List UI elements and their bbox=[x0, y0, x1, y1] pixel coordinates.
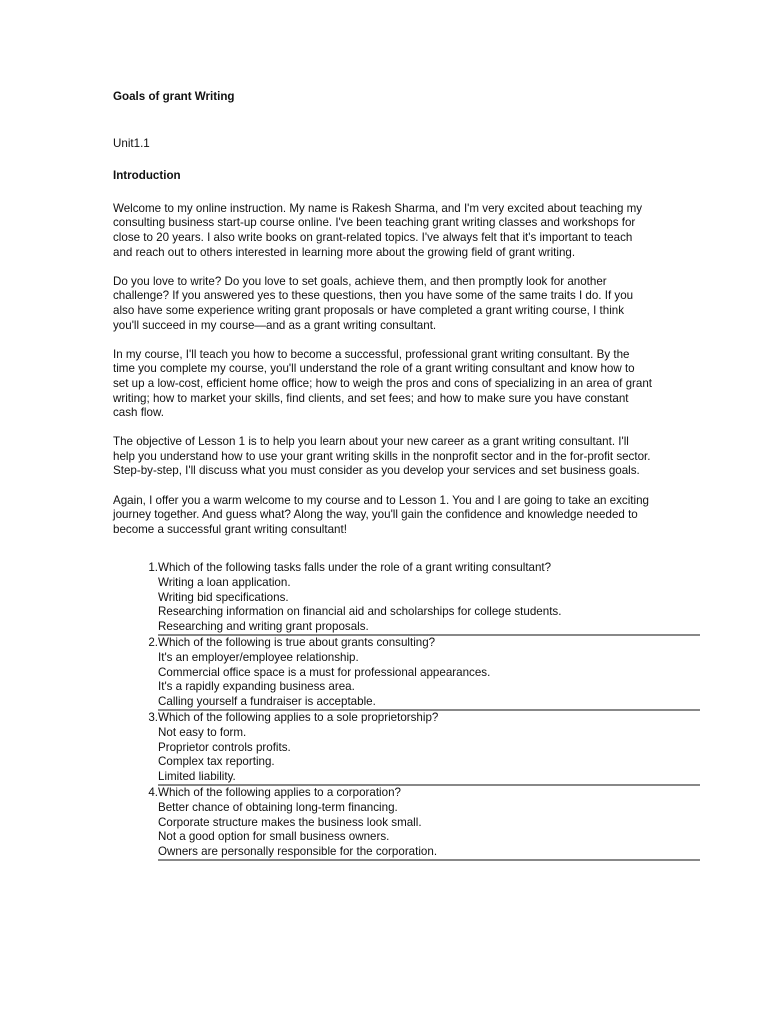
answer-option: Not easy to form. bbox=[158, 725, 247, 739]
section-heading: Introduction bbox=[113, 169, 181, 183]
answer-option: Better chance of obtaining long-term financing. bbox=[158, 800, 398, 814]
answer-option: Owners are personally responsible for the corporation. bbox=[158, 844, 438, 858]
question-body bbox=[158, 561, 700, 636]
question-number: 1. bbox=[148, 561, 158, 575]
answer-option: Limited liability. bbox=[158, 769, 236, 783]
question-text: Which of the following applies to a sole proprietorship? bbox=[158, 711, 439, 725]
question-2 bbox=[113, 636, 700, 711]
intro-paragraphs bbox=[113, 202, 653, 538]
answer-option: Researching and writing grant proposals. bbox=[158, 619, 369, 633]
answer-option: It's a rapidly expanding business area. bbox=[158, 680, 355, 694]
answer-option: Researching information on financial aid and scholarships for college students. bbox=[158, 605, 562, 619]
question-3 bbox=[113, 711, 700, 786]
paragraph-3: In my course, I'll teach you how to become a successful, professional grant writing consultant. By the time you complete my course, you'll understand the role of a grant writing consultant and know how to set up a low-cost, efficient home office; how to weigh the pros and cons of specializing in an area of grant writing; how to market your skills, find clients, and set fees; and how to make sure you have constant cash flow. bbox=[113, 347, 652, 420]
paragraph-2: Do you love to write? Do you love to set goals, achieve them, and then promptly look for another challenge? If you answered yes to these questions, then you have some of the same traits I do. If you also have some experience writing grant proposals or have completed a grant writing course, I think you'll succeed in my course—and as a grant writing consultant. bbox=[113, 274, 634, 332]
question-1 bbox=[113, 561, 700, 636]
quiz-list bbox=[113, 561, 700, 861]
answer-option: It's an employer/employee relationship. bbox=[158, 651, 359, 664]
answer-option: Not a good option for small business owners. bbox=[158, 830, 390, 844]
unit-label: Unit1.1 bbox=[113, 136, 150, 150]
question-number: 2. bbox=[148, 636, 158, 650]
answer-option: Corporate structure makes the business look small. bbox=[158, 815, 422, 829]
answer-option: Calling yourself a fundraiser is acceptable. bbox=[158, 694, 376, 708]
question-body bbox=[158, 711, 700, 786]
document-title: Goals of grant Writing bbox=[113, 90, 235, 103]
question-text: Which of the following tasks falls under the role of a grant writing consultant? bbox=[158, 561, 552, 575]
answer-option: Proprietor controls profits. bbox=[158, 740, 291, 754]
paragraph-5: Again, I offer you a warm welcome to my course and to Lesson 1. You and I are going to take an exciting journey together. And guess what? Along the way, you'll gain the confidence and knowledge needed to become a successful grant writing consultant! bbox=[113, 493, 649, 536]
question-number: 3. bbox=[148, 711, 158, 725]
answer-option: Writing bid specifications. bbox=[158, 590, 289, 604]
question-text: Which of the following applies to a corporation? bbox=[158, 786, 401, 800]
question-4 bbox=[113, 786, 700, 861]
document-page bbox=[113, 90, 653, 861]
question-body bbox=[158, 636, 700, 711]
answer-option: Commercial office space is a must for professional appearances. bbox=[158, 665, 491, 679]
question-number: 4. bbox=[148, 786, 158, 800]
answer-option: Complex tax reporting. bbox=[158, 755, 275, 769]
paragraph-4: The objective of Lesson 1 is to help you learn about your new career as a grant writing consultant. I'll help you understand how to use your grant writing skills in the nonprofit sector and in the for-profit sector. Step-by-step, I'll discuss what you must consider as you develop your services and set business goals. bbox=[113, 435, 651, 478]
paragraph-1: Welcome to my online instruction. My name is Rakesh Sharma, and I'm very excited about teaching my consulting business start-up course online. I've been teaching grant writing classes and workshops for close to 20 years. I also write books on grant-related topics. I've always felt that it's important to teach and reach out to others interested in learning more about the growing field of grant writing. bbox=[113, 201, 643, 259]
answer-option: Writing a loan application. bbox=[158, 576, 291, 590]
question-body bbox=[158, 786, 700, 861]
question-text: Which of the following is true about grants consulting? bbox=[158, 636, 436, 650]
